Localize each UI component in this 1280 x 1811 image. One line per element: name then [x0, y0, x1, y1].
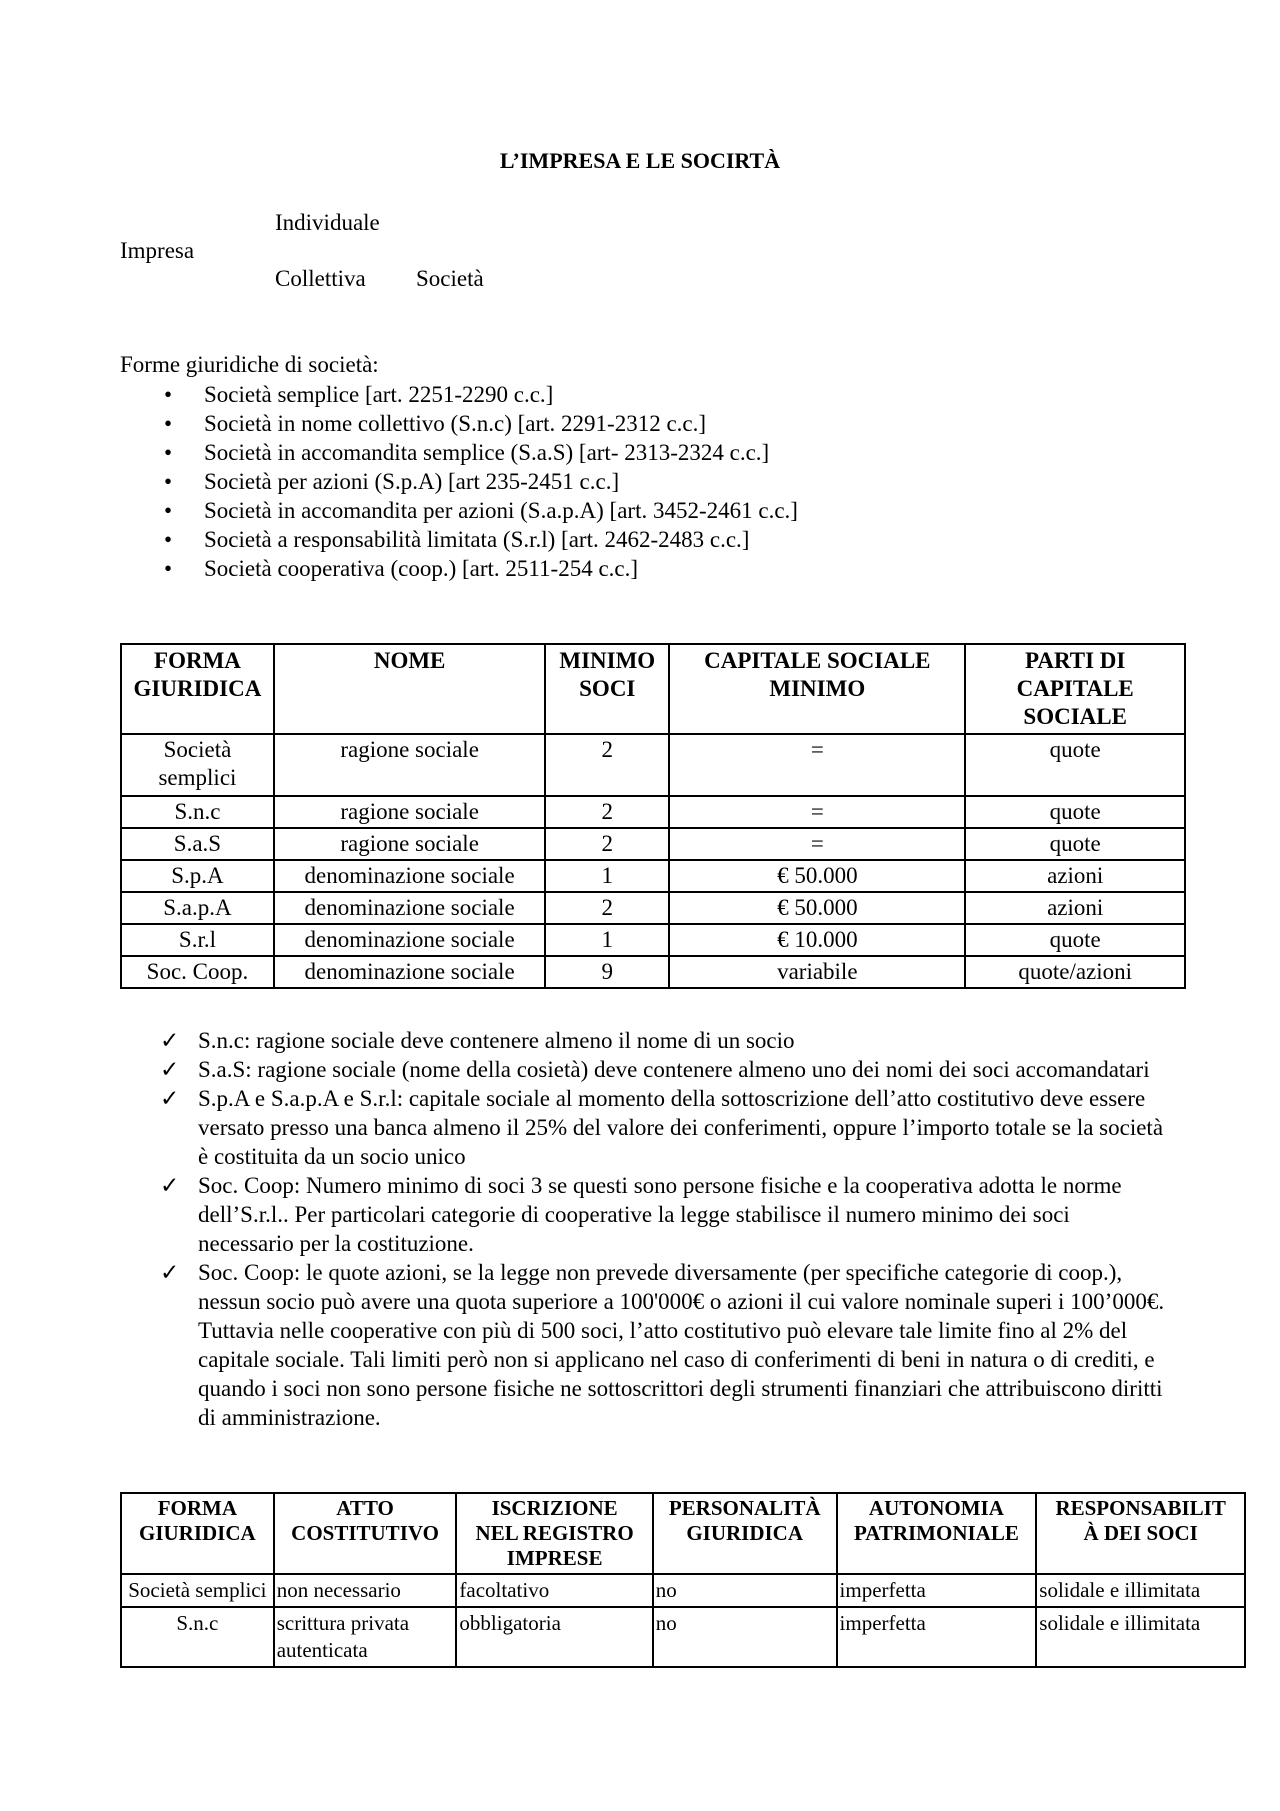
table-cell: ragione sociale	[274, 734, 545, 796]
table-cell: Società semplici	[121, 734, 274, 796]
header-parti-capitale: PARTI DI CAPITALE SOCIALE	[965, 644, 1185, 734]
table-cell: =	[669, 796, 965, 828]
table-cell: solidale e illimitata	[1036, 1574, 1245, 1607]
table-cell: solidale e illimitata	[1036, 1607, 1245, 1667]
table-cell: denominazione sociale	[274, 956, 545, 988]
forme-heading: Forme giuridiche di società:	[120, 352, 379, 377]
checkmark-icon: ✓	[160, 1086, 180, 1111]
table-cell: 2	[545, 828, 669, 860]
list-item	[120, 380, 798, 409]
tree-individuale: Individuale	[275, 210, 380, 235]
table-cell: obbligatoria	[456, 1607, 652, 1667]
list-item	[160, 1026, 1170, 1055]
table-cell: S.r.l	[121, 924, 274, 956]
table-cell: quote	[965, 924, 1185, 956]
header-iscrizione-registro: ISCRIZIONE NEL REGISTRO IMPRESE	[456, 1493, 652, 1574]
notes-checklist	[160, 1026, 1170, 1432]
table-cell: S.p.A	[121, 860, 274, 892]
table-cell: 2	[545, 734, 669, 796]
checkmark-icon: ✓	[160, 1260, 180, 1285]
bullet-icon: •	[164, 382, 173, 407]
table-cell: =	[669, 734, 965, 796]
bullet-icon: •	[164, 556, 173, 581]
page-title: L’IMPRESA E LE SOCIRTÀ	[499, 148, 781, 173]
forme-list	[120, 380, 798, 583]
table-cell: azioni	[965, 860, 1185, 892]
table-cell: € 10.000	[669, 924, 965, 956]
bullet-icon: •	[164, 527, 173, 552]
tree-collettiva: Collettiva	[275, 266, 366, 291]
table-row	[121, 828, 1185, 860]
table-cell: variabile	[669, 956, 965, 988]
bullet-icon: •	[164, 440, 173, 465]
table-cell: scrittura privata autenticata	[274, 1607, 457, 1667]
header-nome: NOME	[274, 644, 545, 734]
list-item	[120, 496, 798, 525]
caratteristiche-table	[120, 1492, 1246, 1668]
table-cell: =	[669, 828, 965, 860]
table-row	[121, 796, 1185, 828]
table-row	[121, 734, 1185, 796]
table-cell: 2	[545, 892, 669, 924]
header-capitale-sociale: CAPITALE SOCIALE MINIMO	[669, 644, 965, 734]
list-item-text: Società cooperativa (coop.) [art. 2511-254 c.c.]	[204, 556, 639, 581]
table-cell: denominazione sociale	[274, 892, 545, 924]
table-cell: S.a.S	[121, 828, 274, 860]
tree-societa: Società	[416, 266, 484, 291]
header-forma-giuridica: FORMA GIURIDICA	[121, 1493, 274, 1574]
header-personalita-giuridica: PERSONALITÀ GIURIDICA	[653, 1493, 837, 1574]
bullet-icon: •	[164, 498, 173, 523]
table-cell: no	[653, 1574, 837, 1607]
table-cell: denominazione sociale	[274, 924, 545, 956]
list-item	[160, 1055, 1170, 1084]
list-item	[120, 438, 798, 467]
table-cell: facoltativo	[456, 1574, 652, 1607]
header-atto-costitutivo: ATTO COSTITUTIVO	[274, 1493, 457, 1574]
list-item-text: Società in accomandita per azioni (S.a.p.A) [art. 3452-2461 c.c.]	[204, 498, 798, 523]
list-item	[120, 409, 798, 438]
table-cell: € 50.000	[669, 860, 965, 892]
list-item-text: Società semplice [art. 2251-2290 c.c.]	[204, 382, 554, 407]
table-row	[121, 860, 1185, 892]
table-row	[121, 924, 1185, 956]
table-cell: 2	[545, 796, 669, 828]
table-row	[121, 956, 1185, 988]
list-item-text: S.a.S: ragione sociale (nome della cosietà) deve contenere almeno uno dei nomi dei soci accomandatari	[198, 1057, 1150, 1082]
table-cell: 1	[545, 924, 669, 956]
table-cell: 9	[545, 956, 669, 988]
table-cell: S.n.c	[121, 1607, 274, 1667]
list-item	[160, 1171, 1170, 1258]
table-row	[121, 1574, 1245, 1607]
list-item	[120, 554, 798, 583]
bullet-icon: •	[164, 469, 173, 494]
forme-table	[120, 643, 1186, 989]
tree-impresa: Impresa	[120, 238, 195, 263]
table-cell: S.a.p.A	[121, 892, 274, 924]
table-cell: no	[653, 1607, 837, 1667]
table-cell: quote	[965, 734, 1185, 796]
table-cell: Società semplici	[121, 1574, 274, 1607]
table-cell: imperfetta	[837, 1607, 1037, 1667]
table-cell: quote	[965, 828, 1185, 860]
list-item	[160, 1258, 1170, 1432]
table-cell: € 50.000	[669, 892, 965, 924]
table-cell: denominazione sociale	[274, 860, 545, 892]
table-cell: quote	[965, 796, 1185, 828]
table-cell: quote/azioni	[965, 956, 1185, 988]
list-item	[160, 1084, 1170, 1171]
list-item-text: Società a responsabilità limitata (S.r.l) [art. 2462-2483 c.c.]	[204, 527, 750, 552]
header-minimo-soci: MINIMO SOCI	[545, 644, 669, 734]
table-header-row	[121, 644, 1185, 734]
table-cell: imperfetta	[837, 1574, 1037, 1607]
list-item-text: Società per azioni (S.p.A) [art 235-2451 c.c.]	[204, 469, 620, 494]
checkmark-icon: ✓	[160, 1028, 180, 1053]
table-cell: azioni	[965, 892, 1185, 924]
list-item	[120, 525, 798, 554]
header-forma-giuridica: FORMA GIURIDICA	[121, 644, 274, 734]
header-responsabilita-soci: RESPONSABILIT À DEI SOCI	[1036, 1493, 1245, 1574]
list-item-text: S.p.A e S.a.p.A e S.r.l: capitale sociale al momento della sottoscrizione dell’atto costitutivo deve essere versato presso una banca almeno il 25% del valore dei conferimenti, oppure l’importo totale se la società è costituita da un socio unico	[198, 1086, 1164, 1169]
table-cell: ragione sociale	[274, 828, 545, 860]
header-autonomia-patrimoniale: AUTONOMIA PATRIMONIALE	[837, 1493, 1037, 1574]
table-cell: non necessario	[274, 1574, 457, 1607]
list-item-text: S.n.c: ragione sociale deve contenere almeno il nome di un socio	[198, 1028, 795, 1053]
table-row	[121, 892, 1185, 924]
list-item-text: Società in accomandita semplice (S.a.S) [art- 2313-2324 c.c.]	[204, 440, 770, 465]
table-cell: S.n.c	[121, 796, 274, 828]
checkmark-icon: ✓	[160, 1173, 180, 1198]
list-item	[120, 467, 798, 496]
table-header-row	[121, 1493, 1245, 1574]
table-cell: 1	[545, 860, 669, 892]
bullet-icon: •	[164, 411, 173, 436]
list-item-text: Soc. Coop: le quote azioni, se la legge non prevede diversamente (per specifiche categorie di coop.), nessun socio può avere una quota superiore a 100'000€ o azioni il cui valore nominale superi i 100’000€. Tuttavia nelle cooperative con più di 500 soci, l’atto costitutivo può elevare tale limite fino al 2% del capitale sociale. Tali limiti però non si applicano nel caso di conferimenti di beni in natura o di crediti, e quando i soci non sono persone fisiche ne sottoscrittori degli strumenti finanziari che attribuiscono diritti di amministrazione.	[198, 1260, 1165, 1430]
table-cell: Soc. Coop.	[121, 956, 274, 988]
table-row	[121, 1607, 1245, 1667]
table-cell: ragione sociale	[274, 796, 545, 828]
checkmark-icon: ✓	[160, 1057, 180, 1082]
list-item-text: Società in nome collettivo (S.n.c) [art. 2291-2312 c.c.]	[204, 411, 707, 436]
list-item-text: Soc. Coop: Numero minimo di soci 3 se questi sono persone fisiche e la cooperativa adotta le norme dell’S.r.l.. Per particolari categorie di cooperative la legge stabilisce il numero minimo dei soci necessario per la costituzione.	[198, 1173, 1122, 1256]
